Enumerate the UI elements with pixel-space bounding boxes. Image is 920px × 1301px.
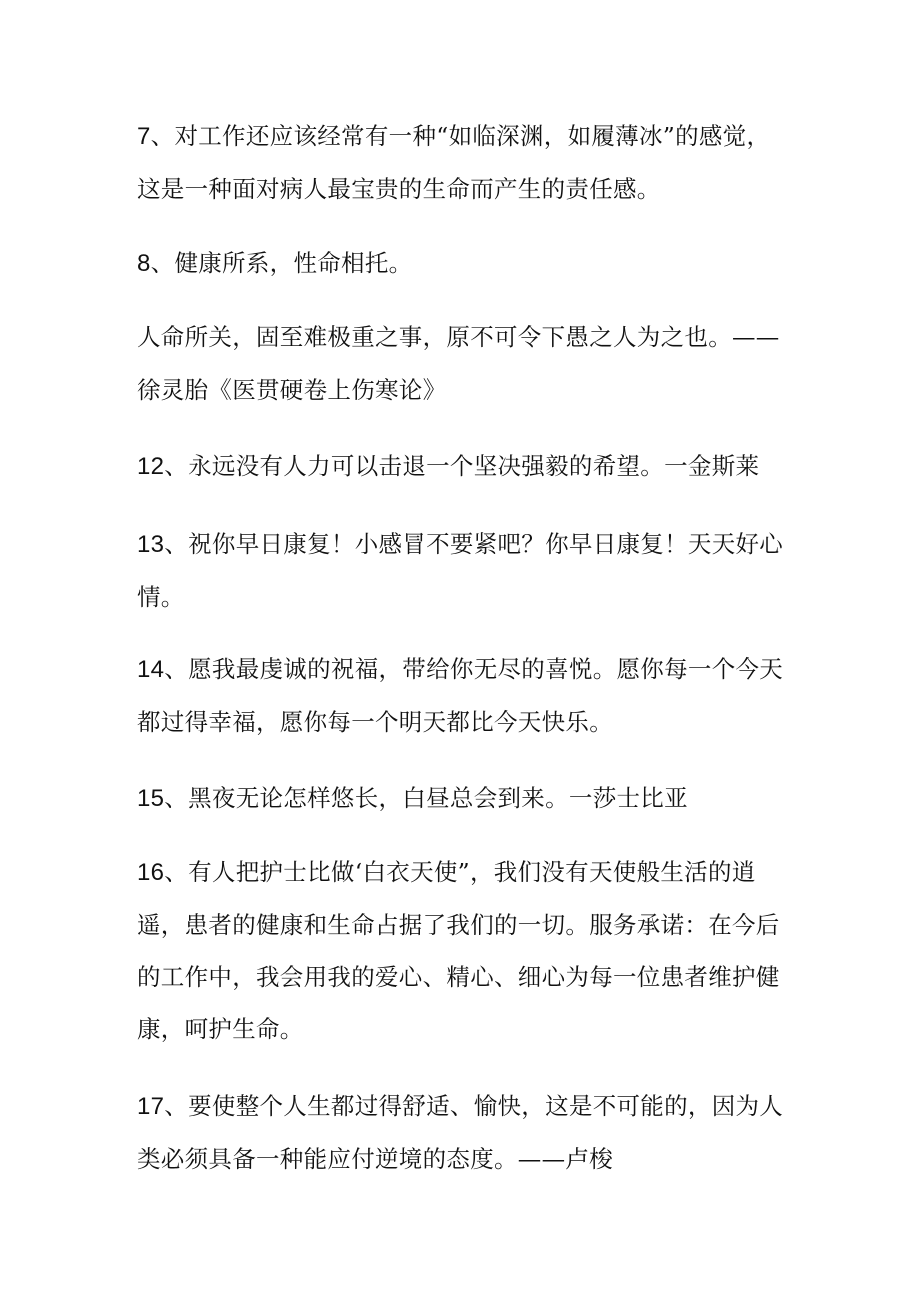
paragraph-number: 14 bbox=[137, 656, 165, 683]
paragraph-text: 、要使整个人生都过得舒适、愉快，这是不可能的，因为人类必须具备一种能应付逆境的态度。——卢梭 bbox=[137, 1092, 784, 1173]
paragraph-12 bbox=[137, 440, 787, 493]
paragraph-quote bbox=[137, 311, 787, 416]
paragraph-7 bbox=[137, 110, 787, 215]
paragraph-text: 、对工作还应该经常有一种“如临深渊，如履薄冰”的感觉，这是一种面对病人最宝贵的生命而产生的责任感。 bbox=[137, 122, 771, 203]
paragraph-13 bbox=[137, 518, 787, 623]
paragraph-15 bbox=[137, 772, 787, 825]
paragraph-17 bbox=[137, 1080, 787, 1185]
paragraph-number: 12 bbox=[137, 453, 165, 480]
paragraph-text: 、祝你早日康复！小感冒不要紧吧？你早日康复！天天好心情。 bbox=[137, 530, 784, 611]
paragraph-number: 17 bbox=[137, 1093, 165, 1120]
paragraph-number: 8 bbox=[137, 250, 151, 277]
paragraph-text: 、黑夜无论怎样悠长，白昼总会到来。一莎士比亚 bbox=[164, 784, 688, 812]
paragraph-number: 7 bbox=[137, 123, 151, 150]
paragraph-text: 、健康所系，性命相托。 bbox=[150, 249, 413, 277]
paragraph-text: 、有人把护士比做‘白衣天使”，我们没有天使般生活的逍遥，患者的健康和生命占据了我们的一切。服务承诺：在今后的工作中，我会用我的爱心、精心、细心为每一位患者维护健康，呵护生命。 bbox=[137, 858, 780, 1043]
paragraph-text: 人命所关，固至难极重之事，原不可令下愚之人为之也。——徐灵胎《医贯硬卷上伤寒论》 bbox=[137, 323, 780, 404]
paragraph-16 bbox=[137, 846, 787, 1055]
paragraph-number: 15 bbox=[137, 785, 165, 812]
paragraph-text: 、永远没有人力可以击退一个坚决强毅的希望。一金斯莱 bbox=[164, 452, 760, 480]
paragraph-number: 16 bbox=[137, 859, 165, 886]
paragraph-14 bbox=[137, 643, 787, 748]
paragraph-text: 、愿我最虔诚的祝福，带给你无尽的喜悦。愿你每一个今天都过得幸福，愿你每一个明天都比今天快乐。 bbox=[137, 655, 784, 736]
paragraph-number: 13 bbox=[137, 531, 165, 558]
paragraph-8 bbox=[137, 237, 787, 290]
